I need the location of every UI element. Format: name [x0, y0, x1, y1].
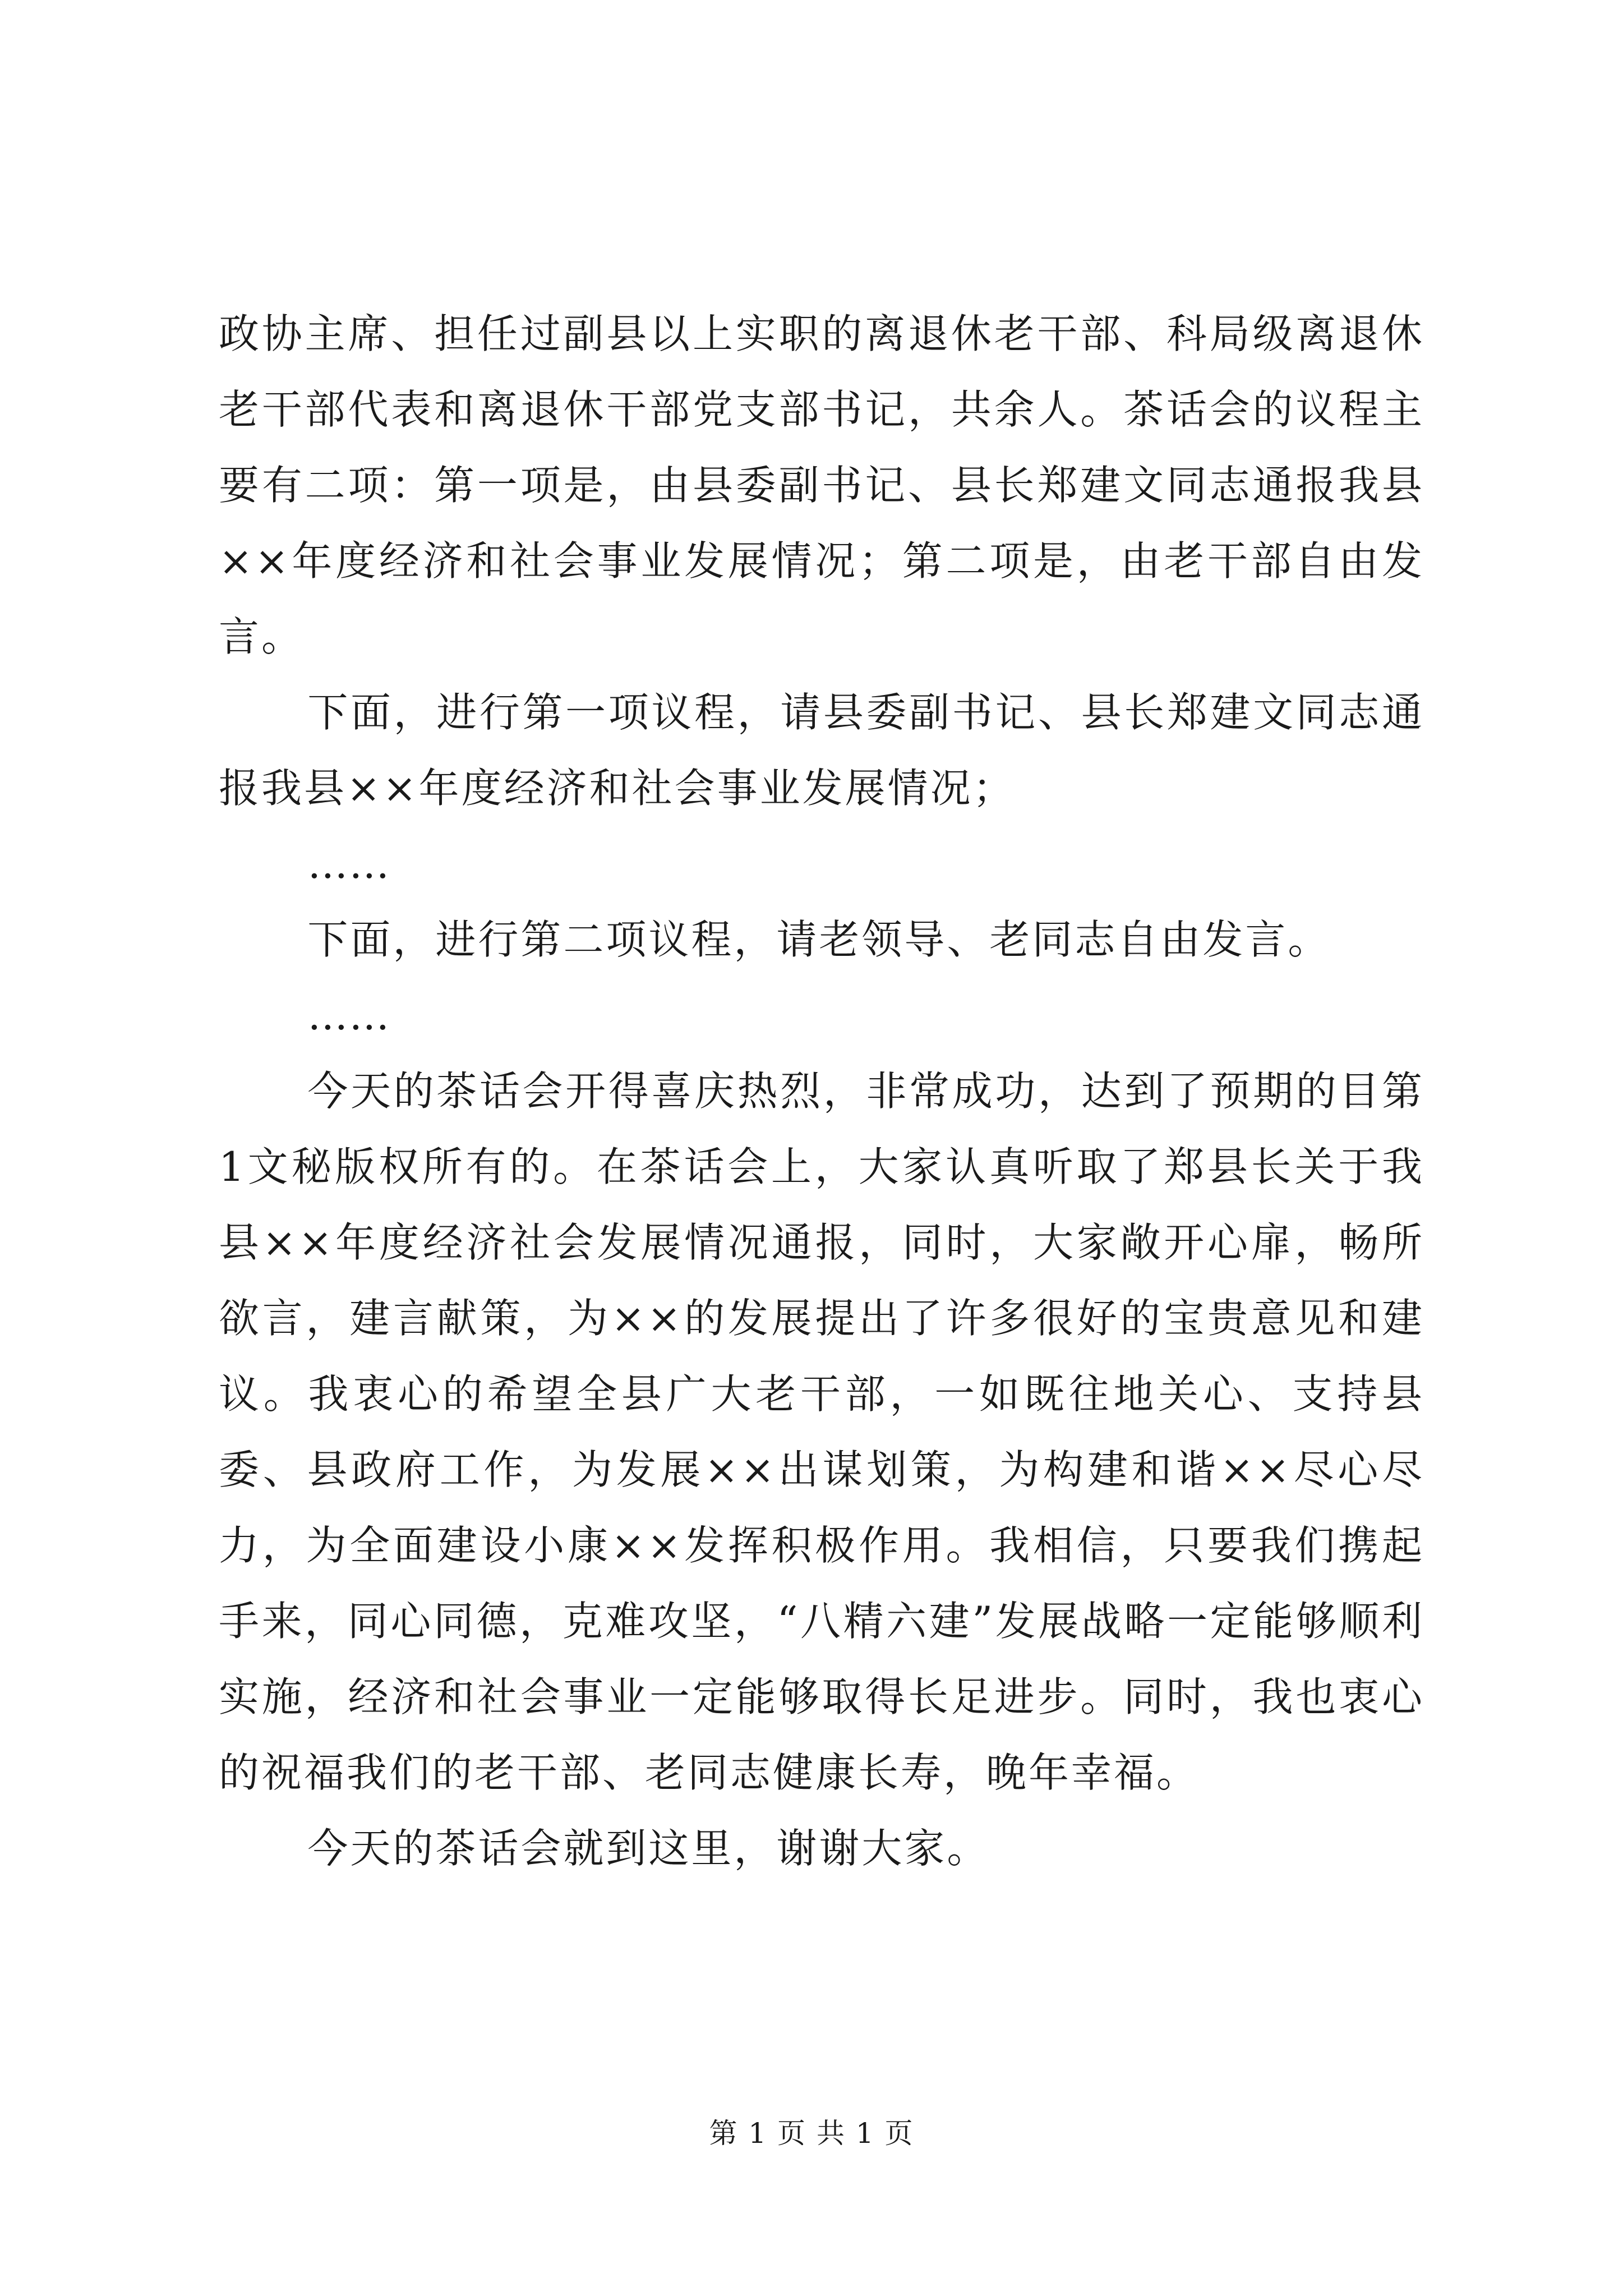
page-number-footer: 第 1 页 共 1 页: [709, 2117, 914, 2150]
paragraph-closing-remarks: 今天的茶话会开得喜庆热烈，非常成功，达到了预期的目第1文秘版权所有的。在茶话会上，大家认真听取了郑县长关于我县××年度经济社会发展情况通报，同时，大家敞开心扉，畅所欲言，建言献策，为××的发展提出了许多很好的宝贵意见和建议。我衷心的希望全县广大老干部，一如既往地关心、支持县委、县政府工作，为发展××出谋划策，为构建和谐××尽心尽力，为全面建设小康××发挥积极作用。我相信，只要我们携起手来，同心同德，克难攻坚，“八精六建”发展战略一定能够顺利实施，经济和社会事业一定能够取得长足进步。同时，我也衷心的祝福我们的老干部、老同志健康长寿，晚年幸福。: [219, 1068, 1424, 1796]
paragraph-first-agenda-item: 下面，进行第一项议程，请县委副书记、县长郑建文同志通报我县××年度经济和社会事业发展情况；: [219, 689, 1424, 812]
paragraph-ellipsis-1: ……: [307, 840, 391, 887]
paragraph-attendees-agenda: 政协主席、担任过副县以上实职的离退休老干部、科局级离退休老干部代表和离退休干部党支部书记，共余人。茶话会的议程主要有二项：第一项是，由县委副书记、县长郑建文同志通报我县××年度经济和社会事业发展情况；第二项是，由老干部自由发言。: [219, 310, 1424, 660]
paragraph-conclusion: 今天的茶话会就到这里，谢谢大家。: [307, 1825, 990, 1872]
document-body: [219, 296, 1424, 1887]
paragraph-second-agenda-item: 下面，进行第二项议程，请老领导、老同志自由发言。: [307, 916, 1331, 963]
paragraph-ellipsis-2: ……: [307, 992, 391, 1039]
